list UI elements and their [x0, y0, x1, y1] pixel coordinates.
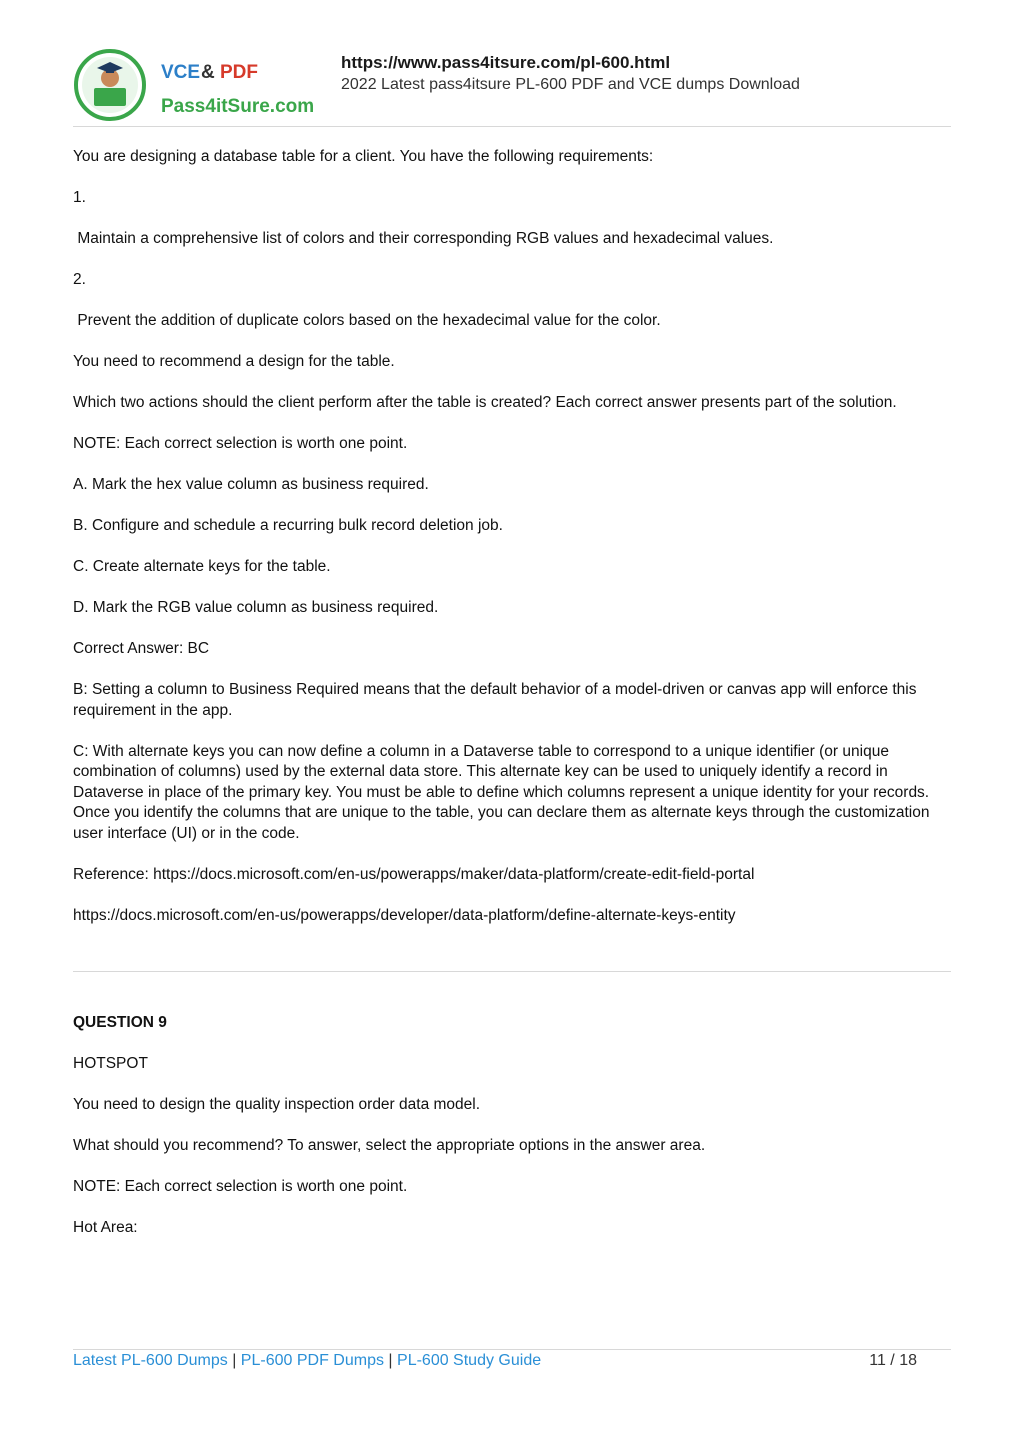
header-text-block — [341, 52, 800, 95]
q8-note: NOTE: Each correct selection is worth one point. — [73, 435, 408, 452]
q8-reference-1: Reference: https://docs.microsoft.com/en-us/powerapps/maker/data-platform/create-edit-field-portal — [73, 865, 755, 883]
q8-question: Which two actions should the client perform after the table is created? Each correct answer presents part of the solution. — [73, 394, 897, 411]
q8-req-1: Maintain a comprehensive list of colors and their corresponding RGB values and hexadecimal values. — [73, 230, 774, 247]
pass4itsure-logo — [73, 48, 318, 122]
footer-link-latest-dumps[interactable]: Latest PL-600 Dumps — [73, 1352, 228, 1369]
q9-type: HOTSPOT — [73, 1055, 148, 1072]
logo-vce-text: VCE — [161, 62, 201, 83]
page-header — [73, 44, 951, 128]
question-divider — [73, 971, 951, 972]
q9-title: QUESTION 9 — [73, 1014, 167, 1031]
q8-option-a: A. Mark the hex value column as business required. — [73, 476, 429, 493]
q8-req-num-2: 2. — [73, 271, 86, 288]
q9-instruction: What should you recommend? To answer, select the appropriate options in the answer area. — [73, 1137, 706, 1154]
page-footer — [73, 1351, 951, 1371]
q8-reference-2: https://docs.microsoft.com/en-us/powerapps/developer/data-platform/define-alternate-keys-entity — [73, 906, 736, 924]
q8-option-b: B. Configure and schedule a recurring bulk record deletion job. — [73, 517, 503, 534]
footer-divider — [73, 1349, 951, 1350]
q8-need: You need to recommend a design for the table. — [73, 353, 395, 370]
q8-explanation-b: B: Setting a column to Business Required means that the default behavior of a model-driven or canvas app will enforce this requirement in the app. — [73, 681, 917, 719]
logo-amp-text: & — [201, 62, 215, 83]
logo-site-text: Pass4itSure.com — [161, 96, 315, 117]
q8-req-2: Prevent the addition of duplicate colors based on the hexadecimal value for the color. — [73, 312, 661, 329]
q8-req-num-1: 1. — [73, 189, 86, 206]
q8-explanation-c: C: With alternate keys you can now define a column in a Dataverse table to correspond to a unique identifier (or unique combination of columns) used by the external data store. This alternate key can be used to uniquely identify a record in Dataverse in place of the primary key. You must be able to define which columns represent a unique identity for your records. Once you identify the columns that are unique to the table, you can declare them as alternate keys through the customization user interface (UI) or in the code. — [73, 742, 930, 842]
footer-separator: | — [383, 1352, 398, 1369]
question-8-body — [73, 147, 951, 947]
footer-separator: | — [227, 1352, 241, 1369]
header-url[interactable]: https://www.pass4itsure.com/pl-600.html — [341, 53, 671, 72]
q8-option-c: C. Create alternate keys for the table. — [73, 558, 331, 575]
q9-note: NOTE: Each correct selection is worth one point. — [73, 1178, 408, 1195]
logo-pdf-text: PDF — [220, 62, 258, 83]
page-number: 11 / 18 — [869, 1352, 917, 1369]
q9-hot-area-label: Hot Area: — [73, 1219, 138, 1236]
header-subtitle: 2022 Latest pass4itsure PL-600 PDF and VCE dumps Download — [341, 76, 800, 93]
q8-correct-answer: Correct Answer: BC — [73, 640, 210, 657]
q8-option-d: D. Mark the RGB value column as business required. — [73, 599, 439, 616]
question-9-body — [73, 1013, 951, 1259]
footer-link-pdf-dumps[interactable]: PL-600 PDF Dumps — [240, 1352, 384, 1369]
q9-task: You need to design the quality inspection order data model. — [73, 1096, 481, 1113]
q8-intro: You are designing a database table for a client. You have the following requirements: — [73, 148, 654, 165]
footer-link-study-guide[interactable]: PL-600 Study Guide — [397, 1352, 542, 1369]
header-divider — [73, 126, 951, 127]
